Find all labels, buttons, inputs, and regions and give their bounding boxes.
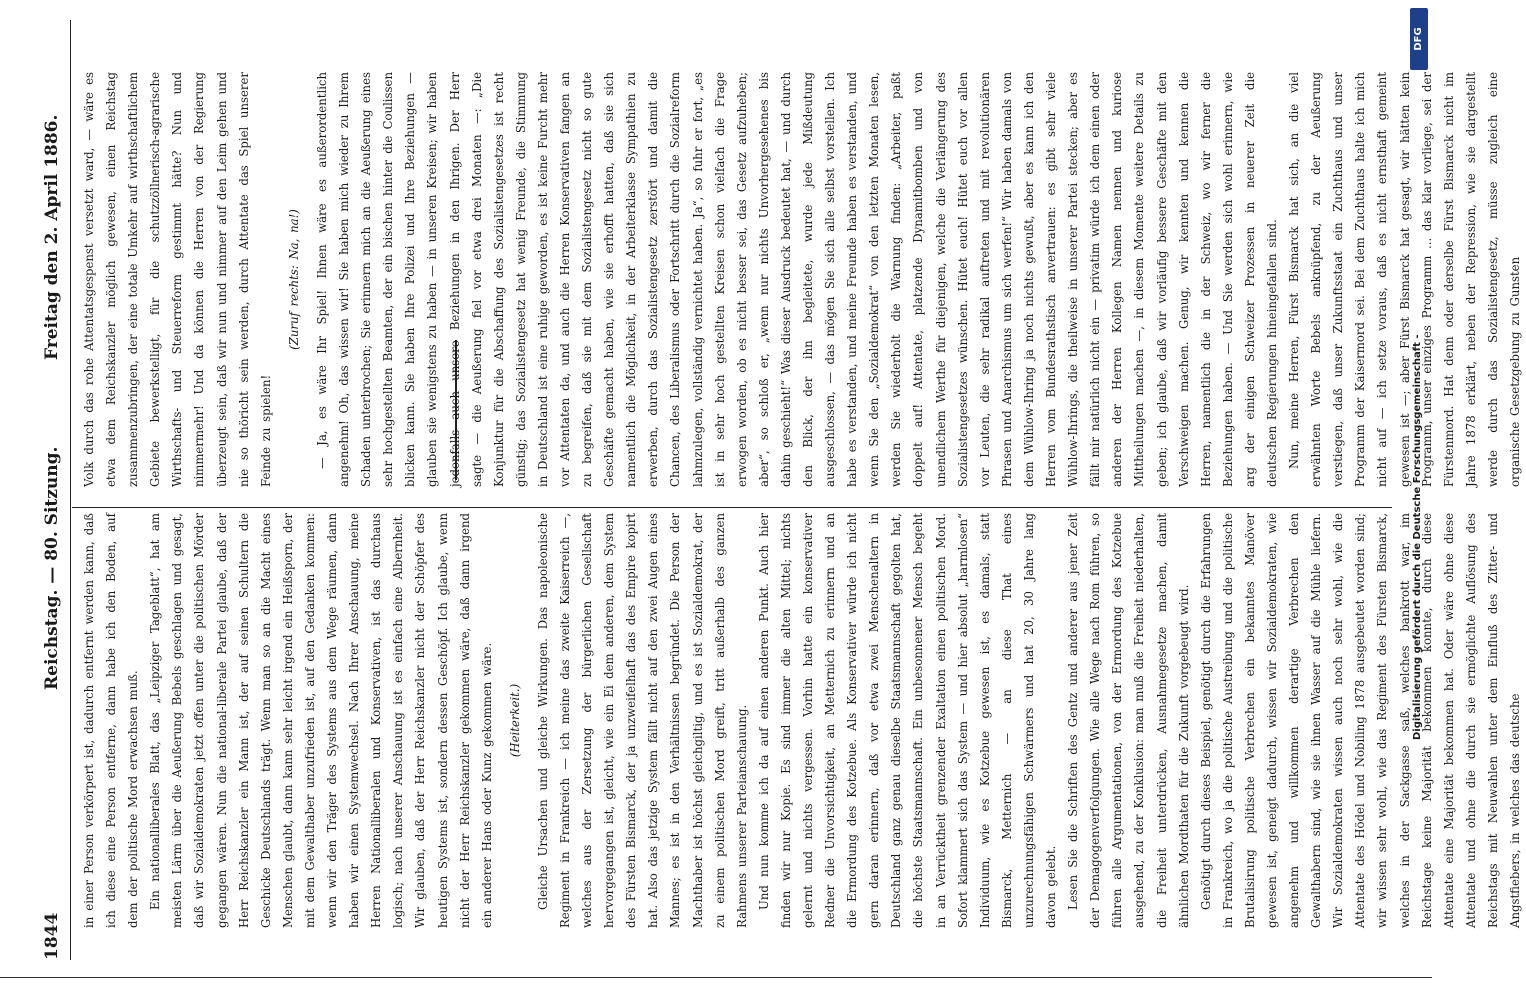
page-header xyxy=(38,20,68,960)
digitization-sidebar xyxy=(1408,0,1432,1000)
paragraph: Nun, meine Herren, Fürst Bismarck hat sich, an die viel erwähnten Worte Bebels anknüpfend, zu der Aeußerung verstiegen, daß unser Zukunftsstaat ein Zuchthaus und unser Programm der Kaisermord sei. Bei dem Zuchthaus halte ich mich nicht auf — ich setze voraus, daß es nicht ernsthaft gemeint gewesen ist —; aber Fürst Bismarck hat gesagt, wir hätten kein Programm, unser einziges Programm ... das klar vorliege, sei der Fürstenmord. Hat denn oder derselbe Fürst Bismarck nicht im Jahre 1878 erklärt, neben der Repression, wie sie dargestellt werde durch das Sozialistengesetz, müsse zugleich eine organische Gesetzgebung zu Gunsten xyxy=(1287,72,1522,487)
stage-direction: (Heiterkeit.) xyxy=(507,683,522,758)
column-divider xyxy=(72,507,1392,508)
right-text-column xyxy=(78,72,1522,487)
paragraph: Ein nationalliberales Blatt, das „Leipziger Tageblatt“, hat am meisten Lärm über die Aeußerung Bebels geschlagen und gesagt, daß wir Sozialdemokraten jetzt offen unter die politischen Mörder gegangen wären. Nun die national-liberale Partei glaube, daß der Herr Reichskanzler ein Mann ist, der auf seinen Schultern die Geschicke Deutschlands trägt. Wenn man so an die Macht eines Menschen glaubt, dann kann sehr leicht irgend ein Heißsporn, der mit dem Gewalthaber unzufrieden ist, auf den Gedanken kommen: wenn wir den Träger des Systems aus dem Wege räumen, dann haben wir einen Systemwechsel. Nach Ihrer Anschauung, meine Herren Nationalliberalen und Konservativen, ist das durchaus logisch; nach unserer Anschauung ist es einfach eine Albernheit. Wir glauben, daß der Herr Reichskanzler nicht der Schöpfer des heutigen Systems ist, sondern dessen Geschöpf. Ich glaube, wenn nicht der Herr Reichskanzler gekommen wäre, daß dann irgend ein anderer Hans oder Kunz gekommen wäre. xyxy=(148,513,494,928)
paragraph: Genötigt durch dieses Beispiel, genötigt durch die Erfahrungen in Frankreich, wo ja die politische Austreibung und die politische Brutalisirung politische Verbrechen ein bekanntes Manöver gewesen ist, geneigt dadurch, wissen wir Sozialdemokraten, wie angenehm und willkommen derartige Verbrechen den Gewalthabern sind, wie sie ihnen Wasser auf die Mühle liefern. Wir Sozialdemokraten wissen auch noch sehr wohl, wie die Attentate des Hödel und Nobiling 1878 ausgebeutet worden sind; wir wissen sehr wohl, wie das Regiment des Fürsten Bismarck, welches in der Sackgasse saß, welches bankrott war, im Reichstage keine Majorität bekommen konnte, durch diese Attentate eine Majorität bekommen hat. Oder wäre ohne diese Attentate und ohne die durch sie ermöglichte Auflösung des Reichstags mit Neuwahlen unter dem Einfluß des Zitter- und Angstfiebers, in welches das deutsche xyxy=(1198,513,1522,928)
paragraph: Und nun komme ich da auf einen anderen Punkt. Auch hier finden wir nur Kopie. Es sind immer die alten Mittel; nichts gelernt und nichts vergessen. Vorhin hatte ein konservativer Redner die Unvorsichtigkeit, an Metternich zu erinnern und an die Ermordung des Kotzebue. Als Konservativer würde ich nicht gern daran erinnern, daß vor etwa zwei Menschenaltern in Deutschland ganz genau dieselbe Staatsmannschaft gegolten hat, die höchste Staatsmannschaft. Ein unbesonnener Mensch begeht in an Verrücktheit grenzender Exaltation einen politischen Mord. Sofort klammert sich das System — und hier absolut „harmlosen“ Individuum, wie es Kotzebue gewesen ist, es damals, statt Bismarck, Metternich — an diese That eines unzurechnungsfähigen Schwärmers und hat 20, 30 Jahre lang davon gelebt. xyxy=(756,513,1059,928)
session-title: Reichstag. — 80. Sitzung. xyxy=(42,446,62,690)
session-date: Freitag den 2. April 1886. xyxy=(42,114,62,360)
scan-edge-line xyxy=(0,977,1432,978)
header-rule xyxy=(70,20,71,960)
page-number: 1844 xyxy=(42,912,62,960)
dfg-logo: DFG xyxy=(1410,8,1428,70)
paragraph: Gleiche Ursachen und gleiche Wirkungen. Das napoleonische Regiment in Frankreich — ich meine das zweite Kaiserreich —, welches aus der Zersetzung der bürgerlichen Gesellschaft hervorgegangen ist, gleicht, wie ein Ei dem anderen, dem System des Fürsten Bismarck, der ja unzweifelhaft das des Empire kopirt hat. Also das jetzige System fällt nicht auf den zwei Augen eines Mannes; es ist in den Verhältnissen begründet. Die Person der Machthaber ist höchst gleichgiltig, und es ist Sozialdemokrat, der zu einem politischen Mord greift, tritt außerhalb des ganzen Rahmens unserer Parteianschauung. xyxy=(535,513,749,928)
paragraph: Lesen Sie die Schriften des Gentz und anderer aus jener Zeit der Demagogenverfolgungen. Wie alle Wege nach Rom führen, so führen alle Argumentationen, von der Ermordung des Kotzebue ausgehend, zu der Konklusion: man muß die Freiheit niederhalten, die Freiheit unterdrücken, Ausnahmegesetze machen, damit ähnlichen Mordthaten für die Zukunft vorgebeugt wird. xyxy=(1066,513,1191,928)
paragraph: — Ja, es wäre Ihr Spiel! Ihnen wäre es außerordentlich angenehm! Oh, das wissen wir! Sie haben mich wieder zu Ihrem Schaden unterbrochen; Sie erinnern mich an die Aeußerung eines sehr hochgestellten Beamten, der ein bischen hinter die Coulissen blicken kann. Sie haben Ihre Polizei und Ihre Beziehungen — glauben sie wenigstens zu haben — in unseren Kreisen; wir haben jedenfalls auch unsere Beziehungen in den Ihrigen. Der Herr sagte — die Aeußerung fiel vor etwa drei Monaten —: „Die Konjunktur für die Abschaffung des Sozialistengesetzes ist recht günstig; das Sozialistengesetz hat wenig Freunde, die Stimmung in Deutschland ist eine ruhige geworden, es ist keine Furcht mehr vor Attentaten da, und auch die Herren Konservativen fangen an zu begreifen, daß sie mit dem Sozialistengesetz nicht so gute Geschäfte gemacht haben, wie sie erhofft hatten, daß sie sich namentlich die Möglichkeit, in der Arbeiterklasse Sympathien zu erwerben, durch das Sozialistengesetz zerstört und damit die Chancen, des Liberalismus oder Fortschritt durch die Sozialreform lahmzulegen, vollständig vernichtet haben. Ja“, so fuhr er fort, „es ist in sehr hoch gestellten Kreisen schon vielfach die Frage erwogen worden, ob es nicht besser sei, das Gesetz aufzuheben; aber“, so schloß er, „wenn nur nichts Unvorhergesehenes bis dahin geschieht!“ Was dieser Ausdruck bedeutet hat, — und durch den Blick, der ihn begleitete, wurde jede Mißdeutung ausgeschlossen, — das mögen Sie sich alle selbst vorstellen. Ich habe es verstanden, und meine Freunde haben es verstanden, und wenn Sie den „Sozialdemokrat“ von den letzten Monaten lesen, werden Sie wiederholt die Warnung finden: „Arbeiter, paßt doppelt auf! Attentate, platzende Dynamitbomben und von unendlichem Werthe für diejenigen, welche die Verlängerung des Sozialistengesetzes wünschen. Hütet euch! Hütet euch vor allen vor Leuten, die sehr radikal auftreten und mit revolutionären Phrasen und Anarchismus um sich werfen!“ Wir haben damals von dem Wühlow-Ihring ja noch nichts gewußt, aber es kann ich den Herren vom Bundesrathstisch anvertrauen: es gibt sehr viele Wühlow-Ihrings, die theilweise in unserer Partei stecken; aber es fällt mir natürlich nicht ein — privatim würde ich dem einen oder anderen der Herren Kollegen Namen nennen und kuriose Mittheilungen machen —, in diesem Momente weitere Details zu geben; ich glaube, daß wir vorläufig bessere Geschäfte mit den Verschweigen machen. Genug, wir kennten und kennen die Herren, namentlich die in der Schweiz, wo wir ferner die Beziehungen haben. — Und Sie werden sich wohl erinnern, wie arg der einigen Schweizer Prozessen in neuerer Zeit die deutschen Regierungen hineingefallen sind. xyxy=(314,72,1279,487)
funding-notice: Digitalisierung gefördert durch die Deutsche Forschungsgemeinschaft - xyxy=(1412,334,1423,740)
stage-direction: (Zuruf rechts: Na, na!) xyxy=(286,209,301,350)
paragraph: in einer Person verkörpert ist, dadurch entfernt werden kann, daß ich diese eine Person entferne, dann habe ich den Boden, auf dem der politische Mord erwachsen muß. xyxy=(82,513,141,928)
paragraph: Volk durch das rohe Attentatsgespenst versetzt ward, — wäre es etwa dem Reichskanzler möglich gewesen, einen Reichstag zusammenzubringen, der eine totale Umkehr auf wirthschaftlichem Gebiete bewerkstelligt, für die schutzzöllnerisch-agrarische Wirthschafts- und Steuerreform gestimmt hätte? Nun und nimmermehr! Und da können die Herren von der Regierung überzeugt sein, daß wir nun und nimmer auf den Leim gehen und nie so thöricht sein werden, durch Attentate das Spiel unserer Feinde zu spielen! xyxy=(82,72,273,487)
